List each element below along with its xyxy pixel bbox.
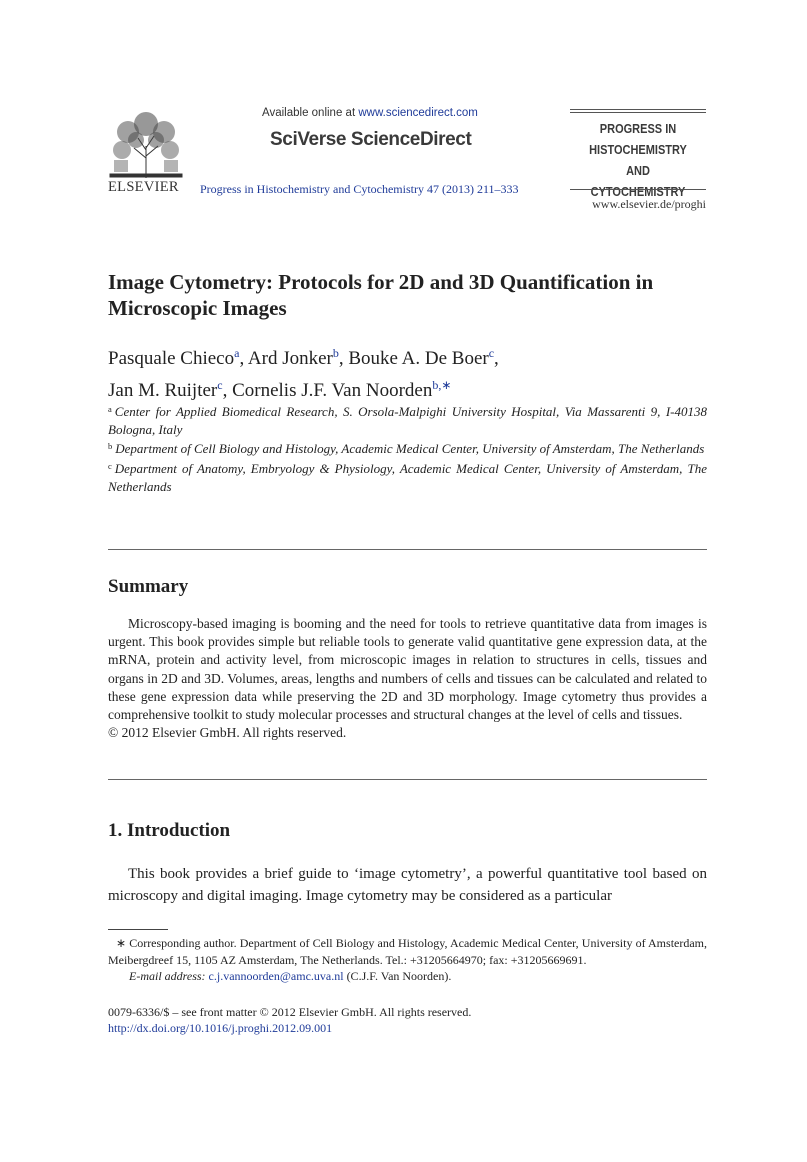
affiliation-text: Center for Applied Biomedical Research, S. Orsola-Malpighi University Hospital, Via Massarenti 9, I-40138 Bologna, Italy [108,404,707,437]
journal-citation-link[interactable]: Progress in Histochemistry and Cytochemistry 47 (2013) 211–333 [200,182,519,196]
introduction-body: This book provides a brief guide to ‘image cytometry’, a powerful quantitative tool based on microscopy and digital imaging. Image cytometry may be considered as a particular [108,866,707,904]
summary-heading: Summary [108,576,189,597]
author-separator: , [338,348,349,369]
affiliation-c [108,458,707,495]
corresponding-author-note [108,935,707,968]
journal-brand-line-2: HISTOCHEMISTRY [589,143,687,157]
author-affil-mark[interactable]: a [234,346,240,360]
affiliation-b [108,438,707,458]
affiliations [108,401,707,495]
available-prefix: Available online at [262,107,359,119]
author-affil-mark[interactable]: c [217,378,223,392]
brand-top-rule-2 [570,112,706,113]
footnote-rule [108,929,168,930]
author-name[interactable]: Bouke A. De Boer [348,348,489,369]
journal-brand-line-1: PROGRESS IN [599,122,677,136]
summary-body: Microscopy-based imaging is booming and the need for tools to retrieve quantitative data from images is urgent. This book provides simple but reliable tools to generate valid quantitative gene expression data, at the mRNA, protein and activity level, from microscopic images in relation to structures in cells, tissues and organs in 2D and 3D. Volumes, areas, lengths and numbers of cells and tissues can be calculated and related to these gene expression data while preserving the 2D and 3D morphology. Image cytometry thus provides a comprehensive toolkit to study molecular processes and structural changes at the level of cells and tissues. [108,616,707,723]
footnote-mark: ∗ [116,936,127,950]
author-name[interactable]: Jan M. Ruijter [108,380,218,401]
author-separator: , [222,380,233,401]
author-separator: , [239,348,248,369]
front-matter-line: 0079-6336/$ – see front matter © 2012 Elsevier GmbH. All rights reserved. [108,1005,472,1019]
divider-top [108,549,707,550]
email-line [108,968,707,985]
article-title: Image Cytometry: Protocols for 2D and 3D Quantification in Microscopic Images [108,270,654,320]
available-online-line [262,107,478,119]
corresponding-author-text: Corresponding author. Department of Cell Biology and Histology, Academic Medical Center, University of Amsterdam, Meibergdreef 15, 1105 AZ Amsterdam, The Netherlands. Tel.: +31205664970; fax: +31205669691. [108,936,708,967]
affiliation-mark: a [108,404,112,414]
author-separator: , [494,348,499,369]
brand-top-rule [570,109,706,110]
elsevier-wordmark: ELSEVIER [108,179,179,195]
footnote [108,935,707,985]
affiliation-mark: c [108,461,112,472]
author-list [108,340,708,404]
sciverse-logo-text: SciVerse ScienceDirect [270,129,472,150]
brand-bottom-rule [570,189,706,190]
author-affil-mark[interactable]: b,∗ [432,378,452,392]
introduction-heading: 1. Introduction [108,820,231,841]
journal-url[interactable]: www.elsevier.de/proghi [592,197,706,211]
summary-section [108,615,707,742]
email-suffix: (C.J.F. Van Noorden). [343,969,452,983]
affiliation-mark: b [108,441,113,452]
summary-copyright: © 2012 Elsevier GmbH. All rights reserved. [108,725,347,741]
journal-brand-line-3: AND CYTOCHEMISTRY [590,164,686,199]
doi-link[interactable]: http://dx.doi.org/10.1016/j.proghi.2012.09.001 [108,1021,333,1035]
author-affil-mark[interactable]: c [488,346,495,360]
email-label: E-mail address: [129,969,206,983]
affiliation-a [108,401,707,438]
elsevier-tree-logo [108,108,184,180]
affiliation-text: Department of Anatomy, Embryology & Physiology, Academic Medical Center, University of Amsterdam, The Netherlands [108,461,707,494]
email-link[interactable]: c.j.vannoorden@amc.uva.nl [208,969,344,983]
affiliation-text: Department of Cell Biology and Histology, Academic Medical Center, University of Amsterdam, The Netherlands [115,441,705,457]
sciencedirect-link[interactable]: www.sciencedirect.com [358,107,478,119]
author-name[interactable]: Cornelis J.F. Van Noorden [232,380,433,401]
divider-bottom [108,779,707,780]
journal-brand [578,119,698,203]
author-name[interactable]: Pasquale Chieco [108,348,235,369]
author-affil-mark[interactable]: b [332,346,339,360]
author-name[interactable]: Ard Jonker [247,348,333,369]
